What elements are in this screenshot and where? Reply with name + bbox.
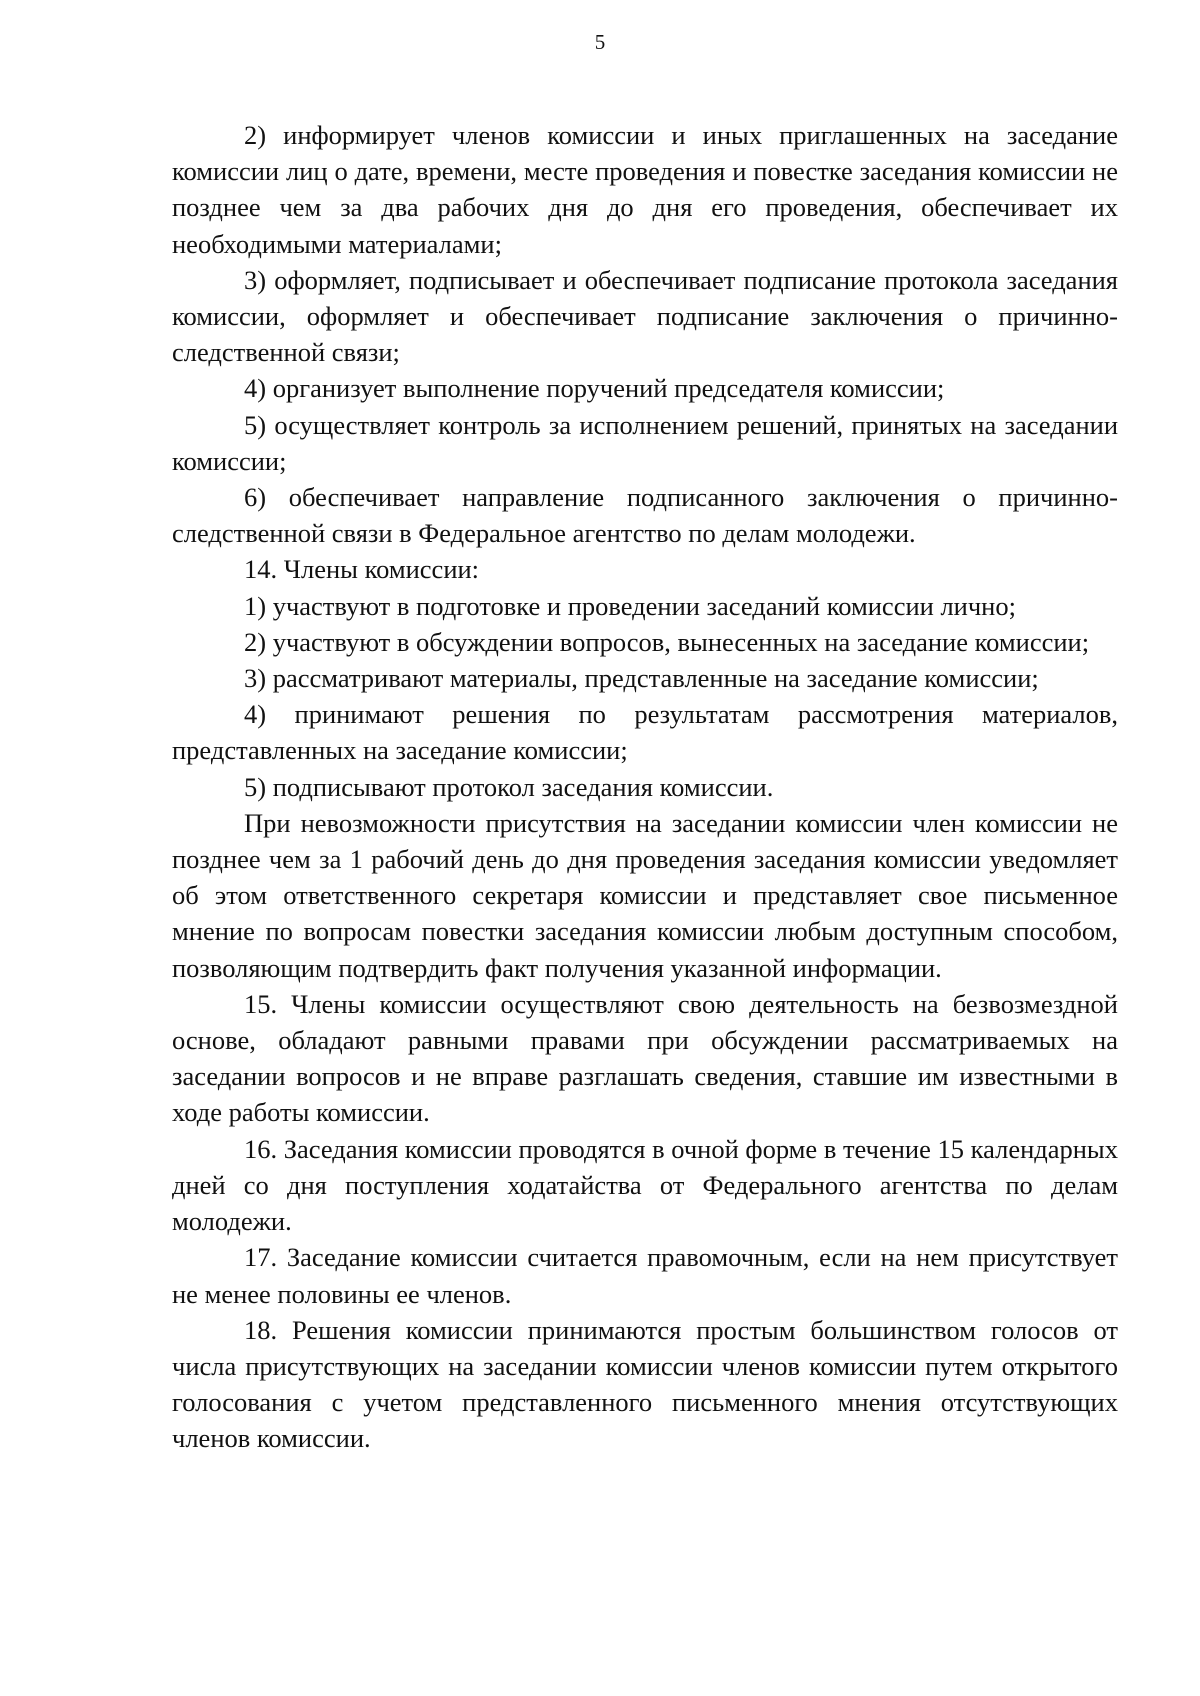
paragraph: 5) подписывают протокол заседания комиссии. [244, 771, 774, 802]
section-heading-14: 14. Члены комиссии: [244, 554, 480, 585]
paragraph: 1) участвуют в подготовке и проведении заседаний комиссии лично; [244, 590, 1016, 621]
document-body [172, 117, 1118, 1457]
section-paragraph-17: 17. Заседание комиссии считается правомочным, если на нем присутствует не менее половины ее членов. [172, 1242, 1118, 1309]
paragraph: 4) принимают решения по результатам рассмотрения материалов, представленных на заседание комиссии; [172, 699, 1118, 766]
paragraph: 4) организует выполнение поручений председателя комиссии; [244, 373, 945, 404]
paragraph: 5) осуществляет контроль за исполнением решений, принятых на заседании комиссии; [172, 409, 1118, 476]
paragraph: 2) информирует членов комиссии и иных приглашенных на заседание комиссии лиц о дате, времени, месте проведения и повестке заседания комиссии не позднее чем за два рабочих дня до дня его проведения, обеспечивает их необходимыми материалами; [172, 120, 1118, 259]
paragraph: 3) оформляет, подписывает и обеспечивает подписание протокола заседания комиссии, оформляет и обеспечивает подписание заключения о причинно-следственной связи; [172, 264, 1118, 368]
section-paragraph-18: 18. Решения комиссии принимаются простым большинством голосов от числа присутствующих на заседании комиссии членов комиссии путем открытого голосования с учетом представленного письменного мнения отсутствующих членов комиссии. [172, 1314, 1118, 1454]
section-paragraph-16: 16. Заседания комиссии проводятся в очной форме в течение 15 календарных дней со дня поступления ходатайства от Федерального агентства по делам молодежи. [172, 1133, 1118, 1237]
paragraph: 3) рассматривают материалы, представленные на заседание комиссии; [244, 663, 1039, 694]
paragraph: 2) участвуют в обсуждении вопросов, вынесенных на заседание комиссии; [244, 626, 1090, 657]
section-paragraph-15: 15. Члены комиссии осуществляют свою деятельность на безвозмездной основе, обладают равными правами при обсуждении рассматриваемых на заседании вопросов и не вправе разглашать сведения, ставшие им известными в ходе работы комиссии. [172, 988, 1118, 1128]
paragraph: 6) обеспечивает направление подписанного заключения о причинно-следственной связи в Федеральное агентство по делам молодежи. [172, 482, 1118, 549]
page-number: 5 [594, 30, 606, 54]
paragraph: При невозможности присутствия на заседании комиссии член комиссии не позднее чем за 1 рабочий день до дня проведения заседания комиссии уведомляет об этом ответственного секретаря комиссии и представляет свое письменное мнение по вопросам повестки заседания комиссии любым доступным способом, позволяющим подтвердить факт получения указанной информации. [172, 807, 1118, 983]
